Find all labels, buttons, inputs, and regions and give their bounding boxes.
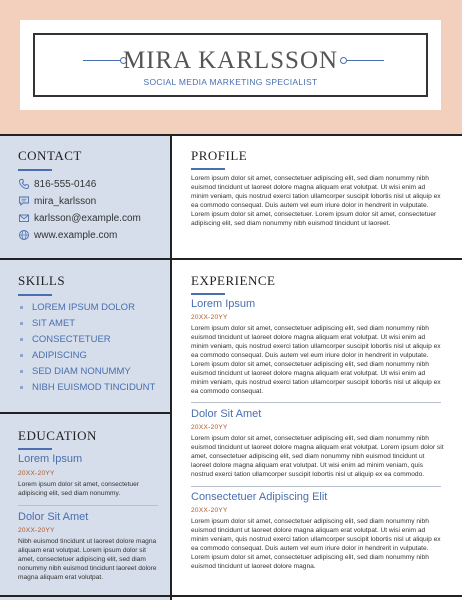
skill-item: CONSECTETUER xyxy=(20,334,111,345)
skill-item: LOREM IPSUM DOLOR xyxy=(20,302,135,313)
education-title: Dolor Sit Amet xyxy=(18,511,89,523)
education-rule xyxy=(18,505,158,506)
contact-phone[interactable] xyxy=(18,178,96,190)
skill-item: SIT AMET xyxy=(20,318,75,329)
experience-title: Consectetuer Adipiscing Elit xyxy=(191,491,328,503)
divider-vertical xyxy=(170,134,172,600)
experience-date: 20XX-20YY xyxy=(191,424,228,431)
name-box xyxy=(20,20,441,110)
contact-chat-text: mira_karlsson xyxy=(34,195,97,207)
skill-item: ADIPISCING xyxy=(20,350,87,361)
experience-underline xyxy=(191,293,225,295)
experience-rule xyxy=(191,402,441,403)
skills-heading: SKILLS xyxy=(18,273,66,288)
experience-rule xyxy=(191,486,441,487)
phone-icon xyxy=(18,178,30,190)
experience-text: Lorem ipsum dolor sit amet, consectetuer adipiscing elit, sed diam nonummy nibh euismod tincidunt ut laoreet dolore magna aliquam erat volutpat. Lorem ipsum dolor sit amet, consectetuer adipiscing elit, sed diam nonummy nibh euismod tincidunt ut laoreet dolore magna aliquam erat volutpat. Ut wisi enim ad minim veniam, quis nostrud exerci tation ullamcorper suscipit lobortis nisl ut aliquip ex ea commodo. xyxy=(191,435,444,478)
divider-top xyxy=(0,134,462,136)
profile-underline xyxy=(191,168,225,170)
full-name: MIRA KARLSSON xyxy=(122,47,339,74)
globe-icon xyxy=(18,229,30,241)
divider-bottom xyxy=(0,595,462,597)
bullet-icon xyxy=(20,306,23,309)
divider-left-lower xyxy=(0,412,171,414)
job-title: SOCIAL MEDIA MARKETING SPECIALIST xyxy=(143,77,318,87)
experience-text: Lorem ipsum dolor sit amet, consectetuer adipiscing elit, sed diam nonummy nibh euismod tincidunt ut laoreet dolore magna aliquam erat volutpat. Ut wisi enim ad minim veniam, quis nostrud exerci tation ullamcorper suscipit lobortis nisl ut aliquip ex ea commodo consequat. Duis autem vel eum iriure dolor in hendrerit in vulputate. Lorem ipsum dolor sit amet, consectetuer adipiscing elit, sed diam nonummy nibh euismod tincidunt ut laoreet dolore magna. xyxy=(191,518,441,570)
skills-underline xyxy=(18,294,52,296)
education-text: Nibh euismod tincidunt ut laoreet dolore magna aliquam erat volutpat. Lorem ipsum dolor sit amet, consectetuer adipiscing elit, sed diam nonummy nibh euismod tincidunt laoreet dolore magna aliquam erat volutpat. xyxy=(18,538,157,581)
bullet-icon xyxy=(20,354,23,357)
contact-email[interactable] xyxy=(18,212,141,224)
experience-title: Dolor Sit Amet xyxy=(191,408,262,420)
experience-text: Lorem ipsum dolor sit amet, consectetuer adipiscing elit, sed diam nonummy nibh euismod tincidunt ut laoreet dolore magna aliquam erat volutpat. Ut wisi enim ad minim veniam, quis nostrud exerci tation ullamcorper suscipit lobortis nisl ut aliquip ex ea commodo consequat. Duis autem vel eum iriure dolor in hendrerit in vulputate. Lorem ipsum dolor sit amet, consectetuer adipiscing elit, sed diam nonummy nibh euismod tincidunt ut laoreet dolore magna aliquam erat volutpat. Ut wisi enim ad minim veniam, quis nostrud exerci tation ullamcorper suscipit lobortis nisl ut aliquip ex ea commodo consequat. xyxy=(191,325,441,395)
contact-underline xyxy=(18,169,52,171)
education-title: Lorem Ipsum xyxy=(18,453,83,465)
bullet-icon xyxy=(20,386,23,389)
profile-text: Lorem ipsum dolor sit amet, consectetuer adipiscing elit, sed diam nonummy nibh euismod tincidunt ut laoreet dolore magna aliquam erat volutpat. Ut wisi enim ad minim veniam, quis nostrud exerci tation ullamcorper suscipit lobortis nisl ut aliquip ex ea commodo consequat. Duis autem vel eum iriure dolor in hendrerit in vulputate. Lorem ipsum dolor sit amet, consectetuer. Lorem ipsum dolor sit amet, consectetuer adipiscing elit, sed diam nonummy nibh euismod tincidunt ut laoreet. xyxy=(191,175,441,227)
education-heading: EDUCATION xyxy=(18,428,97,443)
education-date: 20XX-20YY xyxy=(18,527,55,534)
skill-item: NIBH EUISMOD TINCIDUNT xyxy=(20,382,155,393)
contact-website[interactable] xyxy=(18,229,117,241)
contact-email-text: karlsson@example.com xyxy=(34,212,141,224)
education-text: Lorem ipsum dolor sit amet, consectetuer adipiscing elit, sed diam nonummy. xyxy=(18,481,139,497)
chat-icon xyxy=(18,195,30,207)
skill-item: SED DIAM NONUMMY xyxy=(20,366,131,377)
education-date: 20XX-20YY xyxy=(18,470,55,477)
experience-heading: EXPERIENCE xyxy=(191,273,276,288)
bullet-icon xyxy=(20,322,23,325)
bullet-icon xyxy=(20,338,23,341)
email-icon xyxy=(18,212,30,224)
contact-chat[interactable] xyxy=(18,195,96,207)
profile-heading: PROFILE xyxy=(191,148,248,163)
contact-website-text: www.example.com xyxy=(34,229,118,241)
header-band xyxy=(0,0,462,134)
contact-heading: CONTACT xyxy=(18,148,82,163)
contact-phone-text: 816-555-0146 xyxy=(34,178,97,190)
experience-date: 20XX-20YY xyxy=(191,507,228,514)
experience-date: 20XX-20YY xyxy=(191,314,228,321)
education-underline xyxy=(18,448,52,450)
name-frame xyxy=(33,33,428,97)
divider-middle xyxy=(0,258,462,260)
experience-title: Lorem Ipsum xyxy=(191,298,256,310)
bullet-icon xyxy=(20,370,23,373)
